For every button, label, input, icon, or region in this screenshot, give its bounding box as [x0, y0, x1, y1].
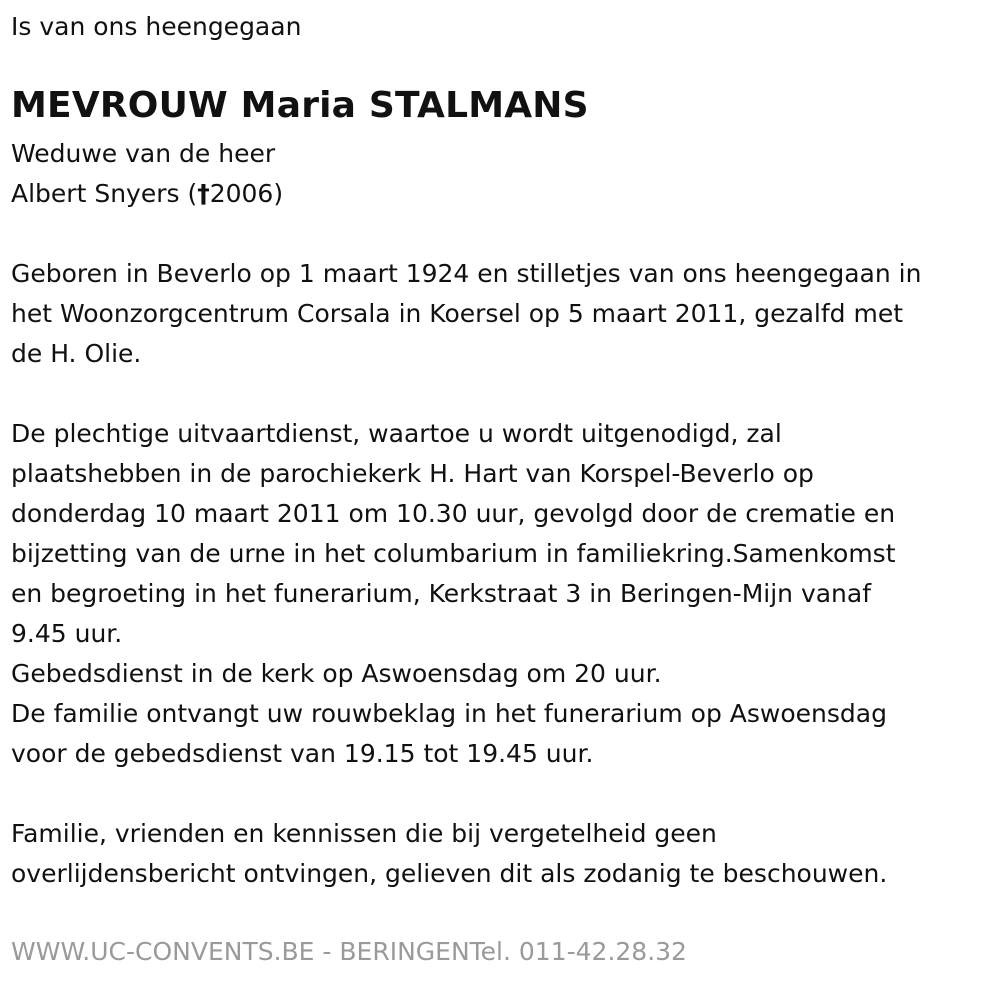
funeral-line: De plechtige uitvaartdienst, waartoe u wordt uitgenodigd, zal	[11, 419, 782, 448]
funeral-line: donderdag 10 maart 2011 om 10.30 uur, gevolgd door de crematie en	[11, 499, 896, 528]
paragraph-spacer	[11, 774, 986, 814]
funeral-line: plaatshebben in de parochiekerk H. Hart van Korspel-Beverlo op	[11, 459, 814, 488]
condolence-line: De familie ontvangt uw rouwbeklag in het funerarium op Aswoensdag	[11, 699, 887, 728]
footer-contact: WWW.UC-CONVENTS.BE - BERINGENTel. 011-42.28.32	[11, 937, 687, 966]
condolence-line: voor de gebedsdienst van 19.15 tot 19.45 uur.	[11, 739, 594, 768]
birth-line: de H. Olie.	[11, 339, 142, 368]
notice-line: overlijdensbericht ontvingen, gelieven dit als zodanig te beschouwen.	[11, 859, 888, 888]
obituary-body	[11, 134, 986, 894]
intro-text: Is van ons heengegaan	[11, 12, 302, 41]
prayer-service-line: Gebedsdienst in de kerk op Aswoensdag om 20 uur.	[11, 659, 662, 688]
funeral-line: bijzetting van de urne in het columbarium in familiekring.Samenkomst	[11, 539, 896, 568]
funeral-line: en begroeting in het funerarium, Kerkstraat 3 in Beringen-Mijn vanaf	[11, 579, 872, 608]
spouse-name: Albert Snyers (	[11, 179, 198, 208]
notice-line: Familie, vrienden en kennissen die bij vergetelheid geen	[11, 819, 717, 848]
paragraph-spacer	[11, 374, 986, 414]
paragraph-spacer	[11, 214, 986, 254]
cross-icon: †	[197, 179, 210, 208]
spouse-death-year: 2006)	[209, 179, 284, 208]
birth-line: Geboren in Beverlo op 1 maart 1924 en stilletjes van ons heengegaan in	[11, 259, 922, 288]
spouse-name-line	[11, 174, 986, 214]
birth-line: het Woonzorgcentrum Corsala in Koersel op 5 maart 2011, gezalfd met	[11, 299, 904, 328]
funeral-line: 9.45 uur.	[11, 619, 123, 648]
spouse-line: Weduwe van de heer	[11, 139, 276, 168]
deceased-name: MEVROUW Maria STALMANS	[11, 85, 589, 126]
